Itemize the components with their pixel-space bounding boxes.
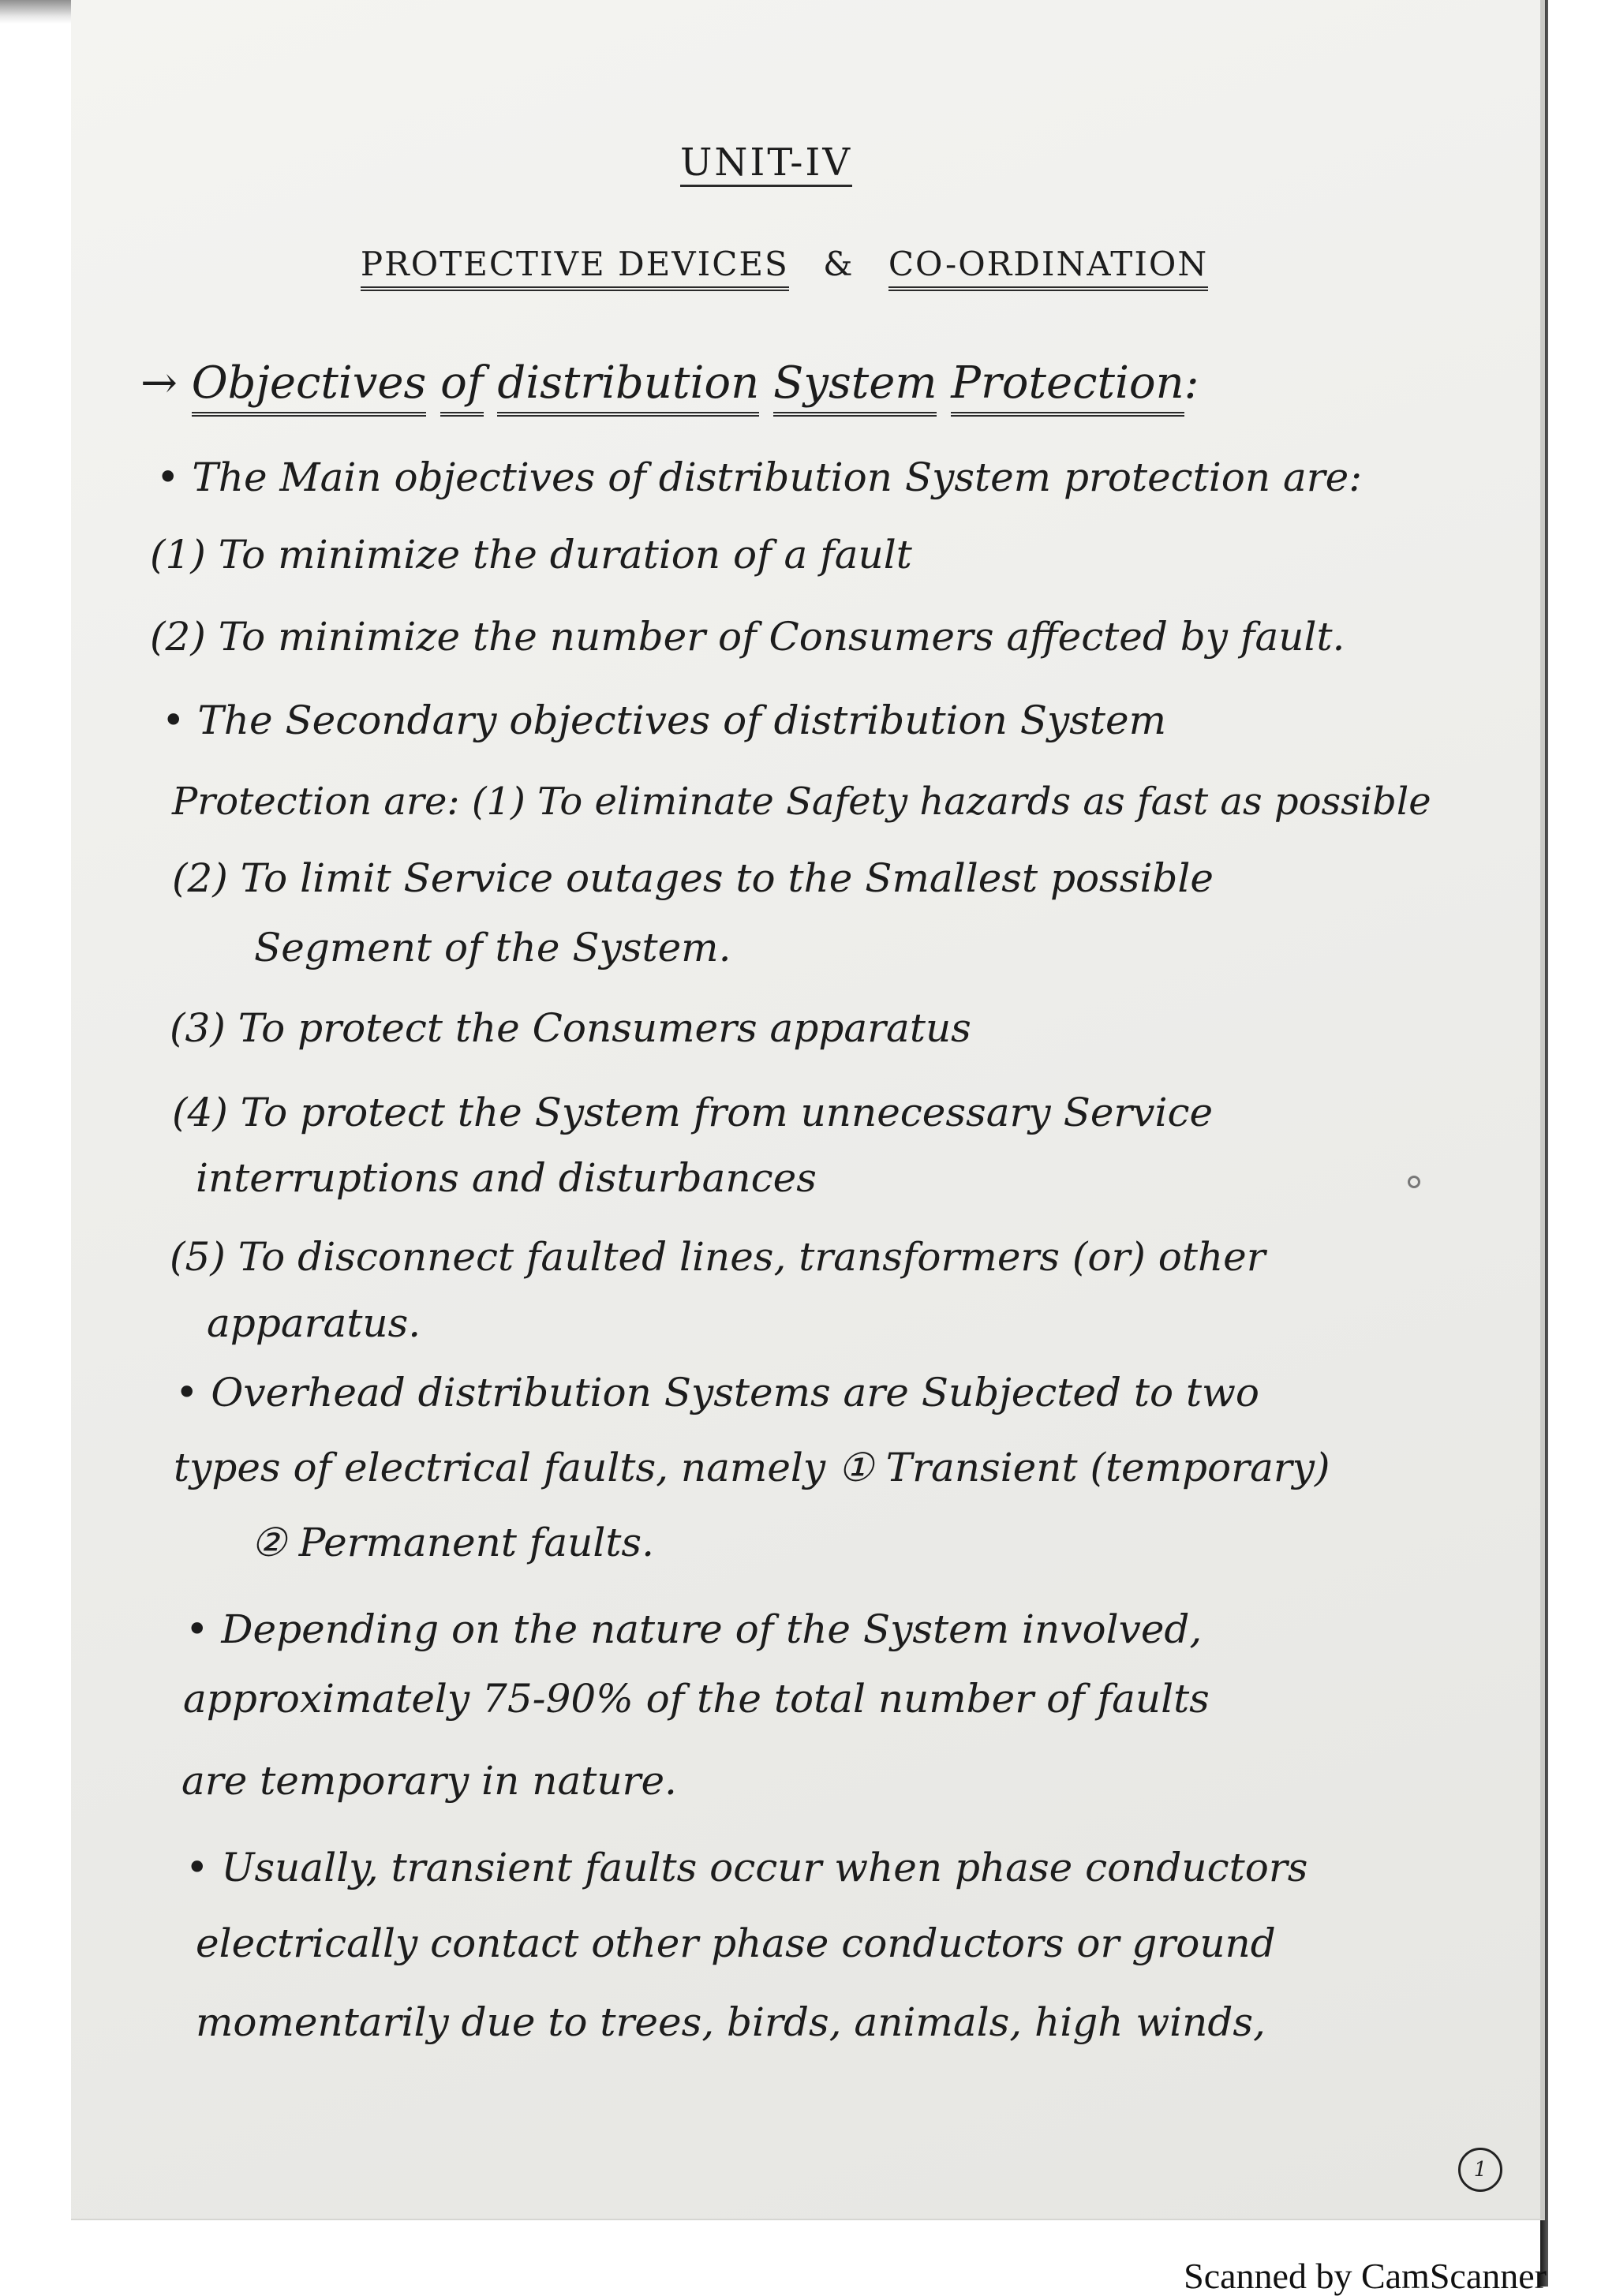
heading-colon: : (1184, 357, 1199, 409)
body-line: approximately 75-90% of the total number of faults (183, 1676, 1210, 1722)
body-line: are temporary in nature. (181, 1758, 677, 1804)
title-ampersand: & (823, 245, 855, 283)
title-part1: PROTECTIVE DEVICES (361, 245, 789, 291)
body-line: (2) To limit Service outages to the Smallest possible (172, 855, 1214, 901)
title-part2: CO-ORDINATION (888, 245, 1208, 291)
page-number: 1 (1458, 2148, 1502, 2192)
body-line: interruptions and disturbances (196, 1155, 817, 1201)
body-line: (1) To minimize the duration of a fault (150, 532, 912, 578)
heading-word: Objectives (192, 357, 427, 417)
heading-word: System (773, 357, 937, 417)
body-line: (4) To protect the System from unnecessary Service (172, 1090, 1214, 1135)
body-line: • Usually, transient faults occur when phase conductors (185, 1845, 1308, 1890)
unit-label: UNIT-IV (680, 140, 852, 187)
heading-word: of (440, 357, 483, 417)
ink-mark (1408, 1176, 1420, 1188)
body-line: Segment of the System. (254, 925, 731, 970)
body-line: apparatus. (207, 1300, 421, 1346)
body-line: • Overhead distribution Systems are Subjected to two (175, 1370, 1259, 1415)
arrow-icon: → (140, 357, 178, 409)
chapter-title (0, 245, 1616, 283)
unit-heading (0, 140, 1616, 185)
body-line: • The Secondary objectives of distribution System (162, 697, 1166, 743)
section-heading (0, 357, 1616, 409)
heading-word: Protection (951, 357, 1184, 417)
body-line: ② Permanent faults. (251, 1520, 654, 1565)
body-line: • The Main objectives of distribution System protection are: (156, 454, 1363, 500)
body-line: Protection are: (1) To eliminate Safety hazards as fast as possible (172, 780, 1431, 824)
body-line: • Depending on the nature of the System involved, (185, 1606, 1203, 1652)
body-line: (2) To minimize the number of Consumers affected by fault. (150, 614, 1345, 660)
body-line: (3) To protect the Consumers apparatus (170, 1005, 971, 1051)
body-line: types of electrical faults, namely ① Transient (temporary) (174, 1445, 1330, 1490)
body-line: (5) To disconnect faulted lines, transformers (or) other (170, 1234, 1266, 1280)
body-line: electrically contact other phase conductors or ground (196, 1920, 1276, 1966)
scanner-watermark: Scanned by CamScanner (1184, 2256, 1547, 2296)
body-line: momentarily due to trees, birds, animals, high winds, (196, 1999, 1266, 2045)
heading-word: distribution (497, 357, 759, 417)
